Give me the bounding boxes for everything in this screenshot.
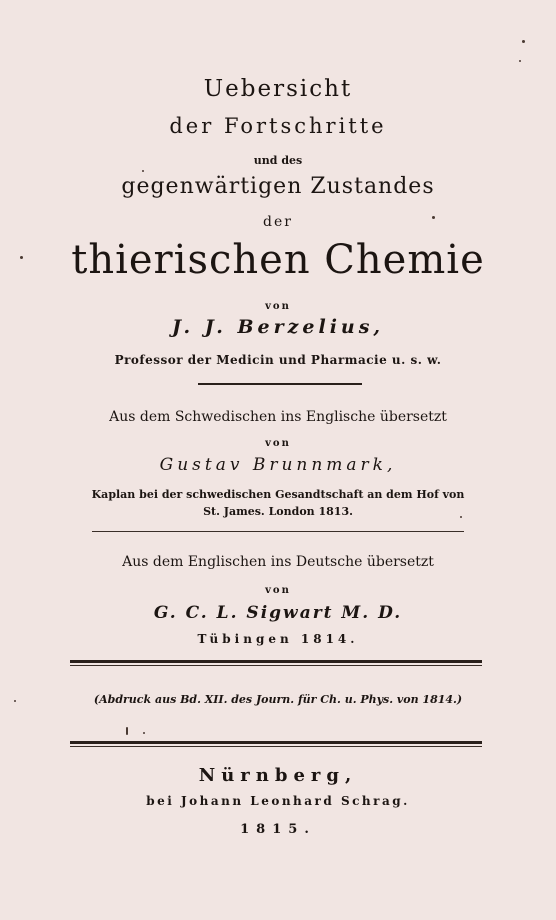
author-title: Professor der Medicin und Pharmacie u. s. w. xyxy=(114,353,442,367)
von-line-translator1: von xyxy=(265,438,291,449)
title-line-der: der xyxy=(263,214,293,230)
paper-speck xyxy=(432,216,435,219)
main-title: thierischen Chemie xyxy=(71,237,485,283)
publication-year: 1815. xyxy=(240,822,316,837)
translator2-name: G. C. L. Sigwart M. D. xyxy=(153,603,403,623)
translator1-desc-b: St. James. London 1813. xyxy=(203,505,353,518)
translator1-name: Gustav Brunnmark, xyxy=(159,455,397,475)
title-line-uebersicht: Uebersicht xyxy=(203,76,353,102)
paper-speck xyxy=(142,170,144,172)
divider-3-shadow xyxy=(70,665,482,666)
paper-speck xyxy=(460,516,462,518)
title-line-und-des: und des xyxy=(253,154,303,167)
translation-note-1: Aus dem Schwedischen ins Englische übersetzt xyxy=(109,409,447,425)
divider-3 xyxy=(70,660,482,663)
publisher-name: bei Johann Leonhard Schrag. xyxy=(146,794,410,808)
divider-4 xyxy=(70,741,482,744)
place-year-tuebingen: Tübingen 1814. xyxy=(197,632,359,646)
divider-4-shadow xyxy=(70,746,482,747)
paper-speck xyxy=(522,40,525,43)
title-line-fortschritte: der Fortschritte xyxy=(169,114,387,138)
paper-speck xyxy=(126,727,128,735)
author-name: J. J. Berzelius, xyxy=(171,316,385,338)
translation-note-2: Aus dem Englischen ins Deutsche übersetzt xyxy=(122,554,434,570)
translator1-desc-a: Kaplan bei der schwedischen Gesandtschaft an dem Hof von xyxy=(91,488,465,501)
paper-speck xyxy=(143,732,145,734)
von-line-author: von xyxy=(265,301,291,312)
divider-2 xyxy=(92,531,464,532)
publisher-city: Nürnberg, xyxy=(198,765,358,786)
von-line-translator2: von xyxy=(265,585,291,596)
paper-speck xyxy=(20,256,23,259)
divider-1 xyxy=(198,383,362,385)
paper-speck xyxy=(14,700,16,702)
title-line-zustandes: gegenwärtigen Zustandes xyxy=(121,174,435,199)
paper-speck xyxy=(519,60,521,62)
reprint-note: (Abdruck aus Bd. XII. des Journ. für Ch. u. Phys. von 1814.) xyxy=(93,693,463,706)
